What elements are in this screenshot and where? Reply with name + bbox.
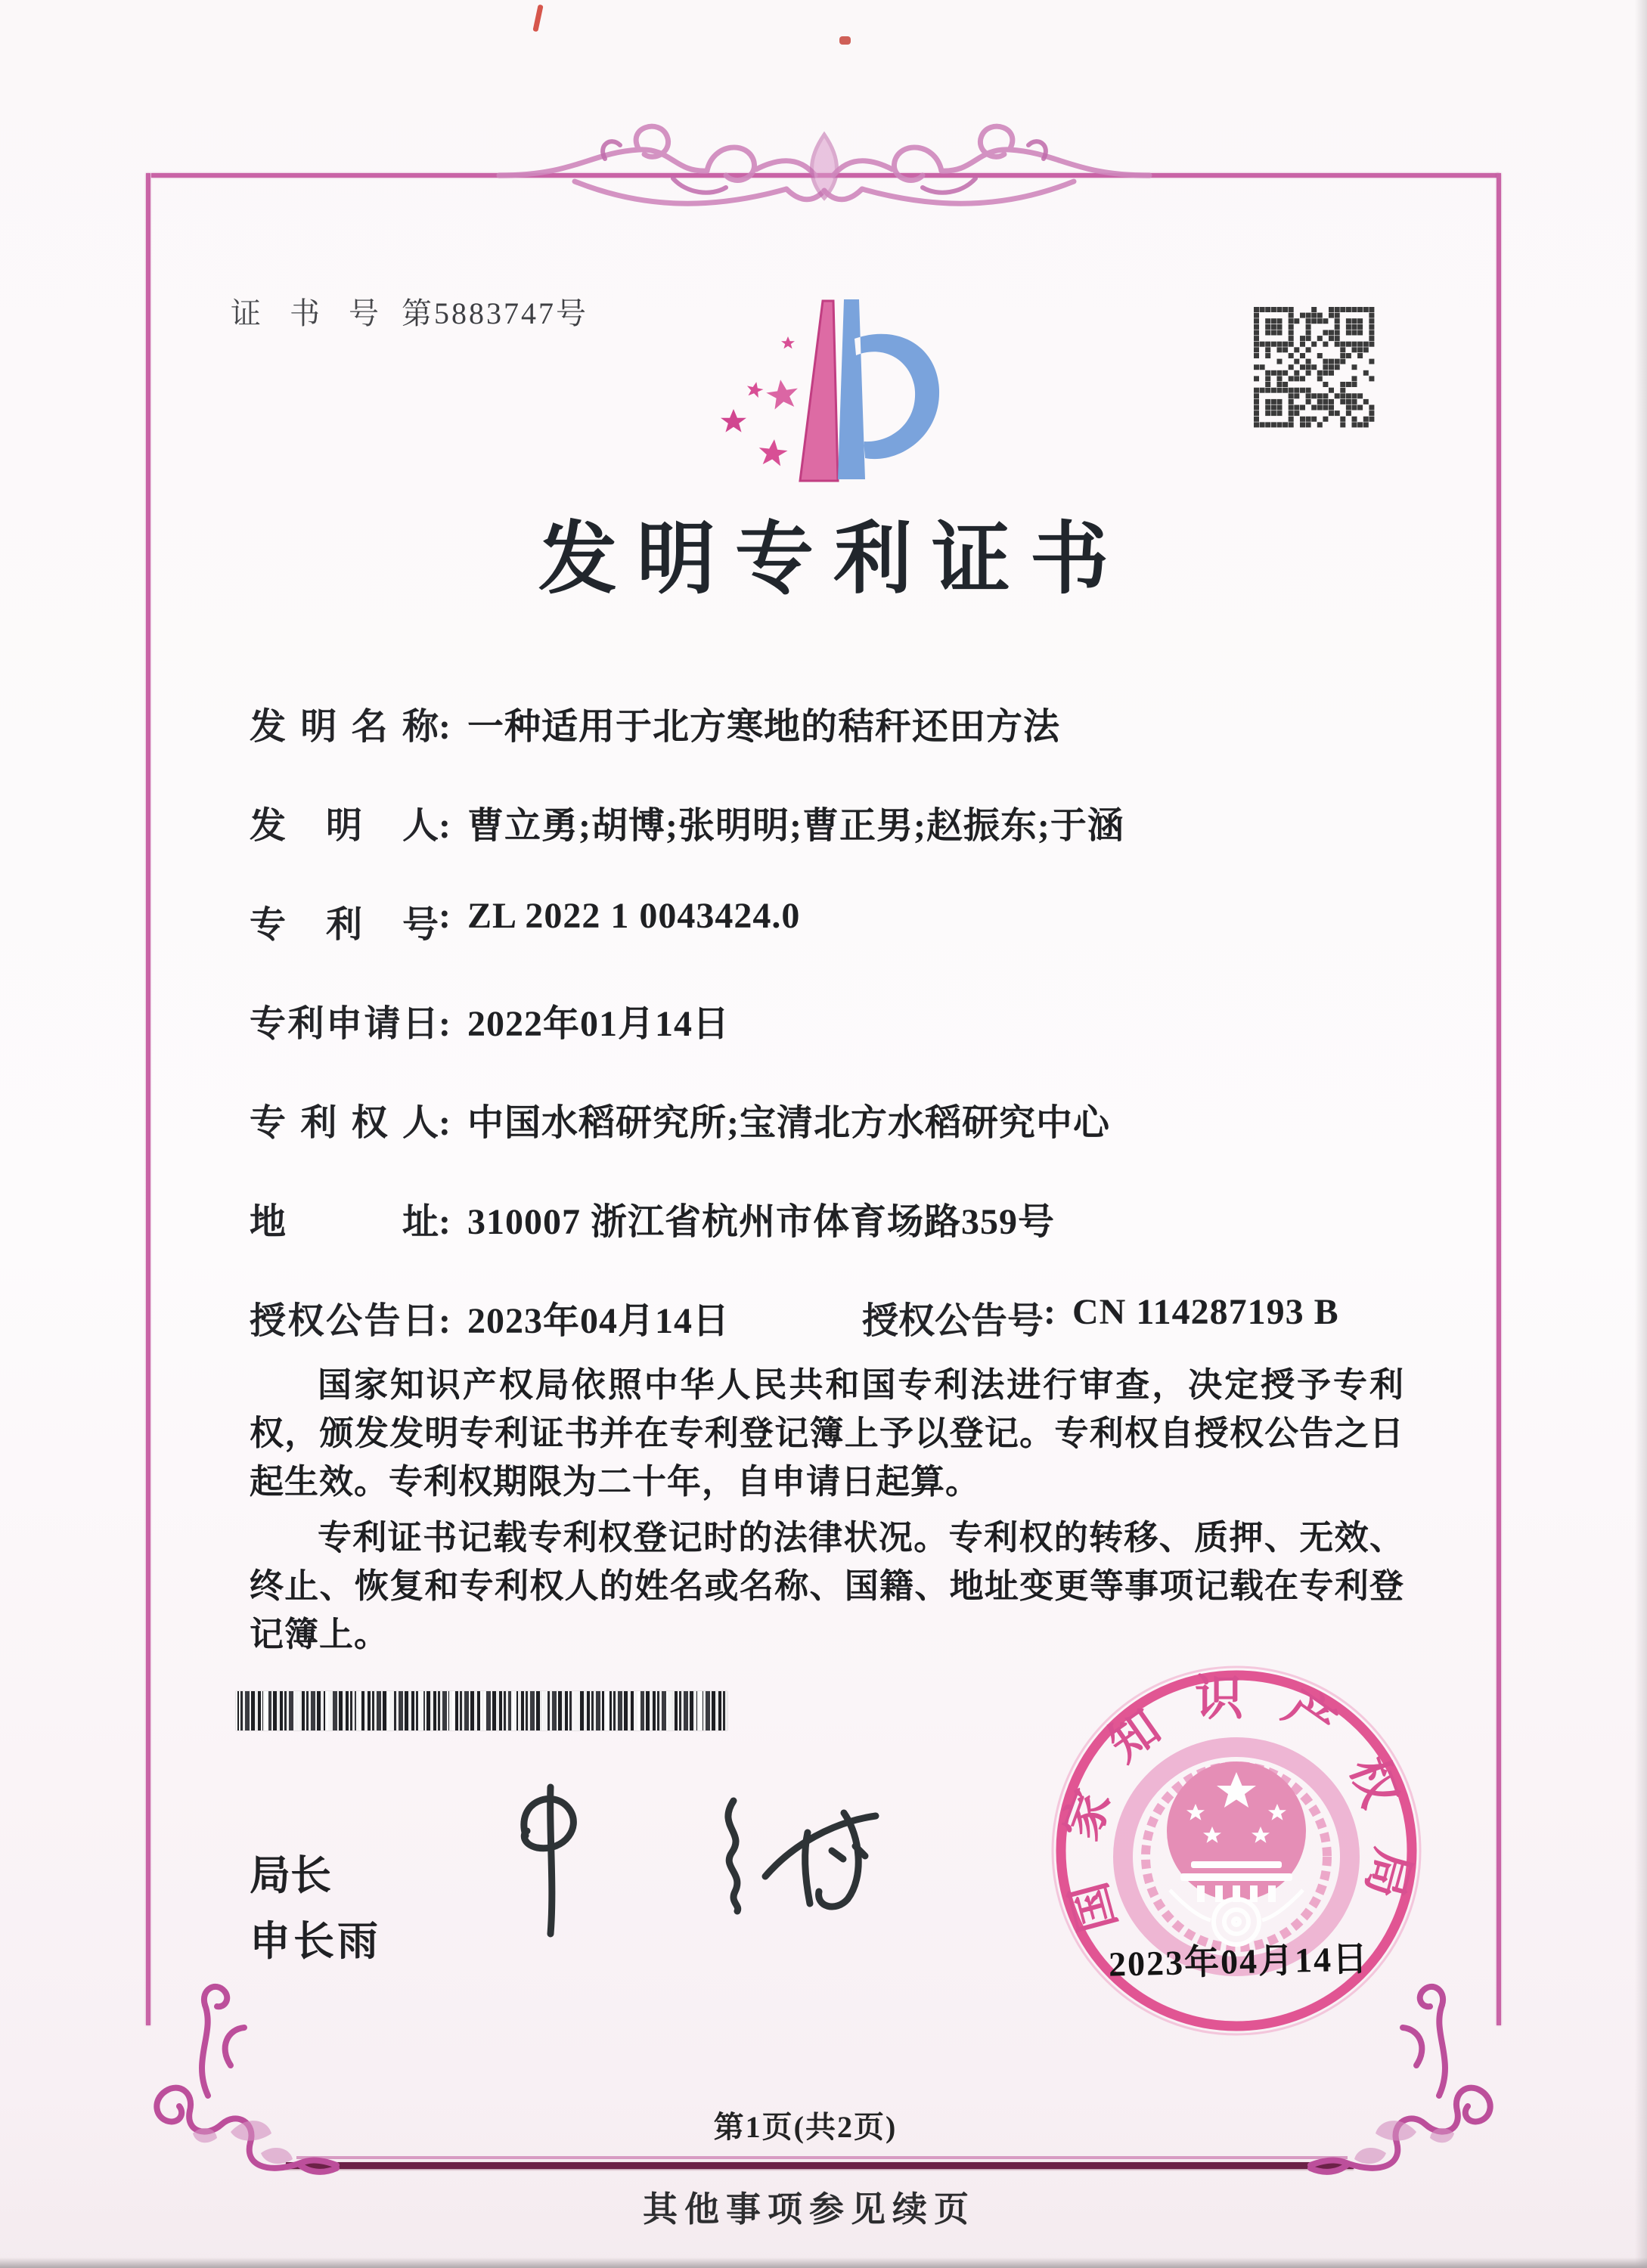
field-colon: : [439, 896, 451, 936]
legal-paragraph-1: 国家知识产权局依照中华人民共和国专利法进行审查，决定授予专利权，颁发发明专利证书并在专利登记簿上予以登记。专利权自授权公告之日起生效。专利权期限为二十年，自申请日起算。 [250, 1366, 1404, 1501]
scan-edge-bottom [0, 2257, 1647, 2268]
certificate-number-value: 第5883747号 [402, 296, 588, 330]
field-value: 一种适用于北方寒地的秸秆还田方法 [467, 707, 1060, 747]
director-title: 局长 [250, 1853, 331, 1898]
field-value: 310007 浙江省杭州市体育场路359号 [467, 1202, 1055, 1242]
barcode [236, 1691, 727, 1730]
director-name: 申长雨 [250, 1919, 381, 1964]
field-row-filing-date [250, 994, 1535, 1046]
field-value: 中国水稻研究所;宝清北方水稻研究中心 [467, 1103, 1110, 1143]
field-row-patent-number [250, 895, 1535, 947]
page-number: 第1页(共2页) [713, 2110, 898, 2144]
corner-flourish-bottom-left [117, 1975, 344, 2194]
grant-number-group [862, 1291, 1339, 1343]
field-label: 授权公告日 [250, 1301, 439, 1341]
field-colon: : [439, 1301, 451, 1341]
field-value: 2023年04月14日 [467, 1301, 730, 1341]
field-row-inventors [250, 796, 1535, 848]
field-label: 专利号 [250, 905, 439, 945]
director-signature [454, 1761, 907, 1958]
field-value: 曹立勇;胡博;张明明;曹正男;赵振东;于涵 [467, 806, 1124, 846]
logo-stars [721, 336, 800, 466]
logo-blue-p [838, 299, 939, 479]
field-label: 发明人 [250, 806, 439, 846]
field-row-patentee [250, 1093, 1535, 1145]
seal-date: 2023年04月14日 [1108, 1939, 1369, 1984]
field-label: 发明名称 [250, 707, 439, 747]
field-value: 2022年01月14日 [467, 1004, 730, 1044]
field-label: 授权公告号 [862, 1301, 1044, 1341]
scan-edge-right [1635, 0, 1647, 2268]
field-row-grant [250, 1291, 1535, 1343]
continuation-note: 其他事项参见续页 [643, 2190, 975, 2229]
field-colon: : [439, 707, 451, 747]
ink-speck [532, 5, 543, 33]
field-colon: : [439, 1103, 451, 1143]
field-row-address [250, 1192, 1535, 1244]
cnipa-logo [703, 293, 964, 494]
field-label: 专利权人 [250, 1103, 439, 1143]
field-colon: : [439, 1004, 451, 1044]
frame-left-border [146, 173, 150, 2025]
frame-bottom-rule-thin [296, 2156, 1348, 2159]
qr-code [1254, 307, 1375, 428]
field-value: ZL 2022 1 0043424.0 [467, 896, 801, 936]
logo-pink-wedge [800, 301, 838, 481]
page-title: 发明专利证书 [538, 516, 1128, 603]
legal-paragraph-2: 专利证书记载专利权登记时的法律状况。专利权的转移、质押、无效、终止、恢复和专利权人的姓名或名称、国籍、地址变更等事项记载在专利登记簿上。 [250, 1519, 1404, 1653]
seal-org-text: 国家知识产权局 [1052, 1671, 1421, 1938]
field-colon: : [439, 806, 451, 846]
frame-bottom-rule-thick [286, 2162, 1354, 2169]
certificate-number [231, 290, 588, 333]
field-colon: : [439, 1202, 451, 1242]
top-flourish-ornament [484, 106, 1165, 265]
field-label: 地址 [250, 1202, 439, 1242]
field-label: 专利申请日 [250, 1004, 439, 1044]
legal-text-block [250, 1361, 1404, 1666]
certificate-number-label: 证 书 号 [231, 296, 389, 330]
field-row-invention-name [250, 697, 1535, 749]
grant-date-group [250, 1301, 730, 1341]
ink-speck [839, 36, 851, 45]
field-value: CN 114287193 B [1072, 1292, 1339, 1332]
field-colon: : [1044, 1292, 1056, 1332]
